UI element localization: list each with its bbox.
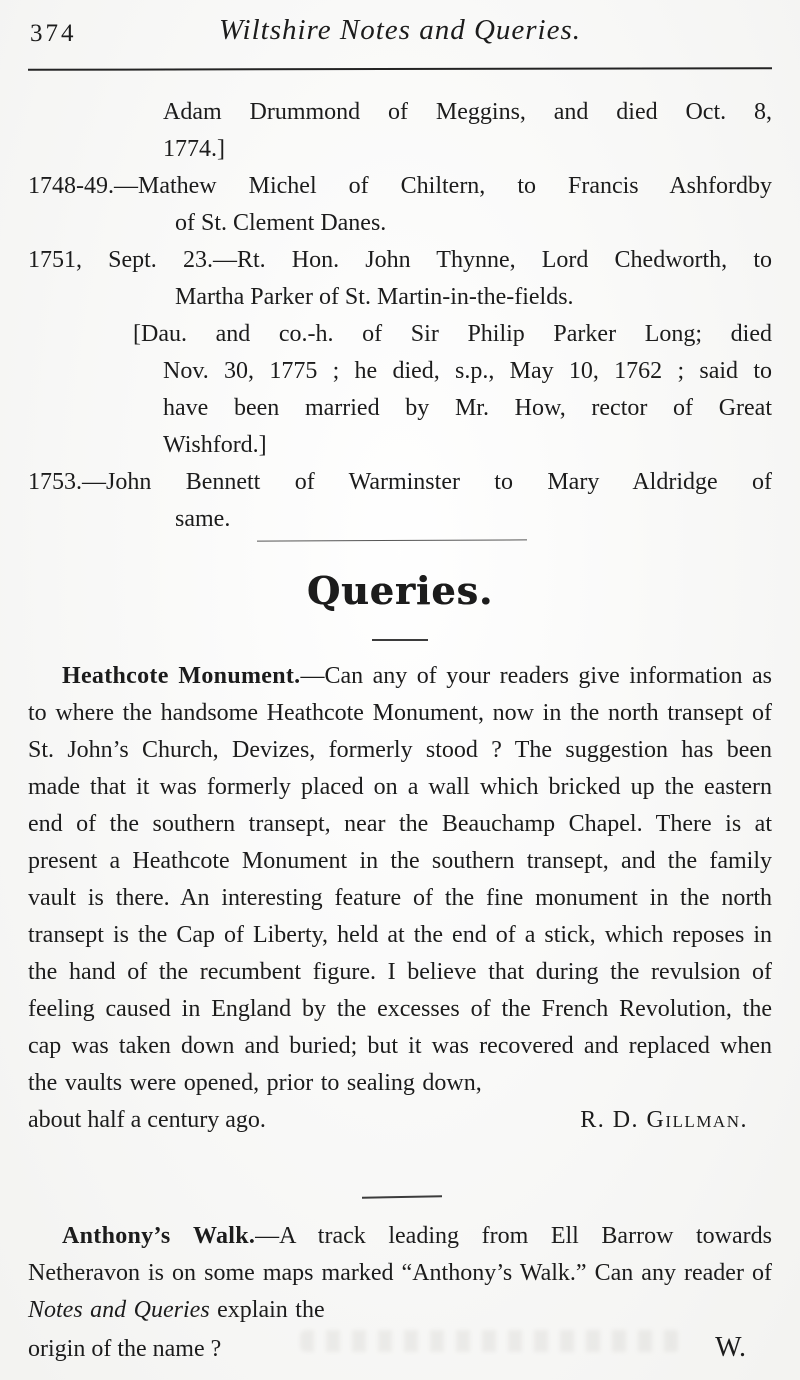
entry-line: 1748-49.—Mathew Michel of Chiltern, to Francis Ashfordby bbox=[28, 173, 772, 199]
running-title: Wiltshire Notes and Queries. bbox=[218, 14, 582, 46]
journal-name-italic: Notes and Queries bbox=[28, 1297, 210, 1323]
entry-line: 1751, Sept. 23.—Rt. Hon. John Thynne, Lord Chedworth, to bbox=[28, 247, 772, 273]
entry-line: of St. Clement Danes. bbox=[175, 210, 387, 236]
query-body bbox=[28, 658, 772, 1102]
header-rule bbox=[28, 67, 772, 71]
entry-line: Martha Parker of St. Martin-in-the-fields. bbox=[175, 284, 574, 310]
query-divider bbox=[362, 1195, 442, 1198]
entry-line: [Dau. and co.-h. of Sir Philip Parker Long; died bbox=[133, 321, 772, 347]
marriage-entries bbox=[28, 94, 772, 538]
query-signature: W. bbox=[715, 1332, 746, 1363]
query-last-line bbox=[28, 1102, 772, 1139]
query-text: —Can any of your readers give information as to where the handsome Heathcote Monument, now in the north transept of St. John’s Church, Devizes, formerly stood ? The suggestion has been made that it was formerly placed on a wall which bricked up the eastern end of the southern transept, near the Beauchamp Chapel. There is at present a Heathcote Monument in the southern transept, and the family vault is there. An interesting feature of the fine monument in the north transept is the Cap of Liberty, held at the end of a stick, which reposes in the hand of the recumbent figure. I believe that during the revulsion of feeling caused in England by the excesses of the French Revolution, the cap was taken down and buried; but it was recovered and replaced when the vaults were opened, prior to sealing down, bbox=[28, 663, 772, 1096]
entry-line: Adam Drummond of Meggins, and died Oct. 8, bbox=[163, 99, 772, 125]
entry-line: 1774.] bbox=[163, 136, 225, 162]
query-last-text: about half a century ago. bbox=[28, 1107, 266, 1133]
entry-line: have been married by Mr. How, rector of Great bbox=[163, 395, 772, 421]
query-signature: R. D. Gillman. bbox=[580, 1107, 748, 1133]
query-text: —A track leading from Ell Barrow towards Netheravon is on some maps marked “Anthony’s Walk.” Can any reader of bbox=[28, 1223, 772, 1286]
page-number: 374 bbox=[30, 20, 77, 47]
section-divider bbox=[257, 539, 527, 541]
entry-line: same. bbox=[175, 506, 231, 532]
entry-line: Nov. 30, 1775 ; he died, s.p., May 10, 1762 ; said to bbox=[163, 358, 772, 384]
query-text: explain the bbox=[209, 1297, 325, 1323]
entry-line: Wishford.] bbox=[163, 432, 267, 458]
page-showthrough-smudge bbox=[300, 1330, 680, 1352]
query-body bbox=[28, 1218, 772, 1329]
heading-divider bbox=[372, 639, 428, 641]
queries-heading: Queries. bbox=[306, 568, 494, 613]
query-title: Heathcote Monument. bbox=[62, 663, 301, 689]
query-last-text: origin of the name ? bbox=[28, 1336, 222, 1362]
query-heathcote-monument bbox=[28, 658, 772, 1139]
entry-line: 1753.—John Bennett of Warminster to Mary Aldridge of bbox=[28, 469, 772, 495]
query-title: Anthony’s Walk. bbox=[62, 1223, 256, 1249]
